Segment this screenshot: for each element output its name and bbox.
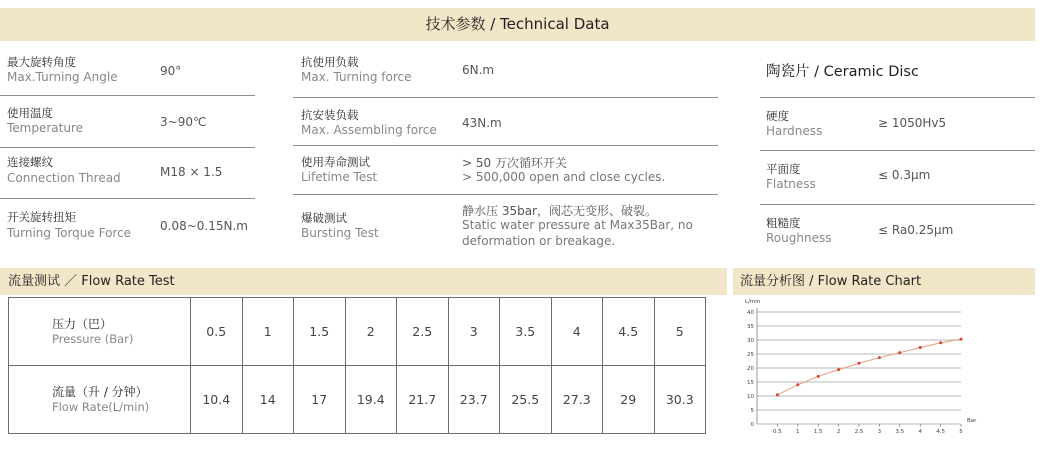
data-point [960, 338, 963, 341]
spec-value: 90° [160, 64, 182, 78]
flow-cell: 29 [603, 366, 655, 434]
spec-label-en: Max.Turning Angle [7, 70, 118, 84]
ceramic-disc-title: 陶瓷片 / Ceramic Disc [766, 64, 919, 80]
spec-label-zh: 爆破测试 [301, 211, 347, 225]
spec-row-assembling-force [293, 98, 718, 146]
spec-value: M18 × 1.5 [160, 165, 223, 179]
pressure-row [9, 298, 706, 366]
flow-label-zh: 流量（升 / 分钟） [52, 384, 148, 399]
pressure-cell: 1 [242, 298, 294, 366]
spec-label-en: Temperature [7, 121, 84, 135]
x-tick-label: 4 [918, 429, 922, 435]
flow-row [9, 366, 706, 434]
flow-cell: 10.4 [191, 366, 243, 434]
flow-cell: 25.5 [500, 366, 552, 434]
data-point [939, 341, 942, 344]
pressure-cell: 5 [654, 298, 706, 366]
spec-label-zh: 最大旋转角度 [7, 55, 76, 69]
y-tick-label: 20 [747, 366, 754, 372]
flow-cell: 19.4 [345, 366, 397, 434]
flow-cell: 21.7 [397, 366, 449, 434]
spec-label-en: Connection Thread [7, 171, 121, 185]
ceramic-value: ≤ 0.3μm [878, 168, 931, 182]
flow-cell: 23.7 [448, 366, 500, 434]
spec-row-lifetime-test [293, 146, 718, 195]
data-point [919, 346, 922, 349]
flow-series-line [777, 339, 961, 395]
data-point [898, 351, 901, 354]
spec-label-en: Lifetime Test [301, 170, 378, 184]
spec-row-connection-thread [0, 148, 255, 199]
spec-row-temperature [0, 96, 255, 148]
ceramic-label-zh: 硬度 [766, 109, 789, 123]
pressure-cell: 1.5 [294, 298, 346, 366]
ceramic-label-en: Roughness [766, 231, 832, 245]
y-tick-label: 40 [747, 310, 754, 316]
spec-row-turning-force [293, 48, 718, 98]
x-tick-label: 0.5 [773, 429, 782, 435]
spec-row-torque [0, 199, 255, 259]
spec-label-en: Bursting Test [301, 226, 379, 240]
y-axis-label: L/min [745, 299, 761, 305]
spec-label-en: Max. Assembling force [301, 123, 437, 137]
spec-value: 3~90℃ [160, 115, 207, 129]
spec-label-en: Turning Torque Force [7, 226, 132, 240]
x-tick-label: 1 [796, 429, 800, 435]
specs-column-2 [293, 48, 718, 259]
x-tick-label: 3.5 [895, 429, 905, 435]
spec-value-zh: > 50 万次循环开关 [462, 156, 567, 170]
y-tick-label: 5 [750, 408, 754, 414]
ceramic-disc-column [760, 48, 1035, 260]
ceramic-label-en: Hardness [766, 124, 823, 138]
spec-value: 6N.m [462, 63, 495, 77]
spec-label-zh: 使用温度 [7, 106, 53, 120]
x-tick-label: 3 [877, 429, 882, 435]
x-tick-label: 2 [836, 429, 841, 435]
ceramic-label-zh: 粗糙度 [766, 216, 801, 230]
data-point [776, 393, 779, 396]
spec-value: 0.08~0.15N.m [160, 219, 248, 233]
spec-row-bursting-test [293, 195, 718, 259]
y-tick-label: 10 [747, 394, 754, 400]
ceramic-value: ≤ Ra0.25μm [878, 223, 954, 237]
y-tick-label: 25 [747, 352, 754, 358]
y-tick-label: 15 [747, 380, 754, 386]
spec-value-en-line2: deformation or breakage. [462, 234, 616, 248]
pressure-cell: 4 [551, 298, 603, 366]
x-tick-label: 2.5 [854, 429, 864, 435]
x-tick-label: 4.5 [936, 429, 945, 435]
spec-label-zh: 使用寿命测试 [301, 155, 370, 169]
spec-value-zh: 静水压 35bar，阀芯无变形、破裂。 [462, 204, 657, 218]
ceramic-label-en: Flatness [766, 177, 816, 191]
flow-cell: 30.3 [654, 366, 706, 434]
ceramic-title-row [760, 48, 1035, 98]
y-tick-label: 0 [750, 422, 754, 428]
pressure-cell: 3 [448, 298, 500, 366]
spec-label-en: Max. Turning force [301, 70, 412, 84]
spec-row-turning-angle [0, 48, 255, 96]
spec-label-zh: 连接螺纹 [7, 155, 53, 169]
flow-cell: 27.3 [551, 366, 603, 434]
flow-cell: 14 [242, 366, 294, 434]
x-tick-label: 5 [959, 429, 963, 435]
y-tick-label: 30 [747, 338, 754, 344]
technical-data-header: 技术参数 / Technical Data [0, 8, 1035, 41]
data-point [858, 362, 861, 365]
spec-value-en-line1: Static water pressure at Max35Bar, no [462, 218, 693, 232]
data-point [796, 383, 799, 386]
spec-label-zh: 抗安装负载 [301, 108, 359, 122]
data-point [817, 375, 820, 378]
flow-rate-chart [738, 296, 994, 436]
ceramic-row-roughness [760, 205, 1035, 260]
spec-value-en: > 500,000 open and close cycles. [462, 170, 666, 184]
y-tick-label: 35 [747, 324, 754, 330]
flow-rate-test-header: 流量测试 ／ Flow Rate Test [0, 268, 727, 295]
pressure-cell: 2.5 [397, 298, 449, 366]
pressure-cell: 4.5 [603, 298, 655, 366]
flow-header-cell [9, 366, 191, 434]
ceramic-row-flatness [760, 151, 1035, 205]
spec-value: 43N.m [462, 116, 502, 130]
data-point [837, 368, 840, 371]
pressure-header-cell [9, 298, 191, 366]
pressure-cell: 2 [345, 298, 397, 366]
pressure-label-zh: 压力（巴） [52, 316, 113, 331]
data-point [878, 356, 881, 359]
ceramic-label-zh: 平面度 [766, 162, 801, 176]
spec-label-zh: 抗使用负载 [301, 55, 359, 69]
flow-cell: 17 [294, 366, 346, 434]
flow-label-en: Flow Rate(L/min) [52, 399, 150, 414]
pressure-label-en: Pressure (Bar) [52, 331, 134, 346]
pressure-cell: 3.5 [500, 298, 552, 366]
ceramic-row-hardness [760, 98, 1035, 151]
ceramic-value: ≥ 1050Hv5 [878, 116, 947, 130]
flow-rate-chart-header: 流量分析图 / Flow Rate Chart [733, 268, 1035, 295]
x-tick-label: 1.5 [813, 429, 823, 435]
flow-rate-table [8, 297, 706, 434]
spec-label-zh: 开关旋转扭矩 [7, 210, 76, 224]
pressure-cell: 0.5 [191, 298, 243, 366]
x-axis-label: Bar [967, 418, 977, 424]
specs-column-1 [0, 48, 255, 259]
